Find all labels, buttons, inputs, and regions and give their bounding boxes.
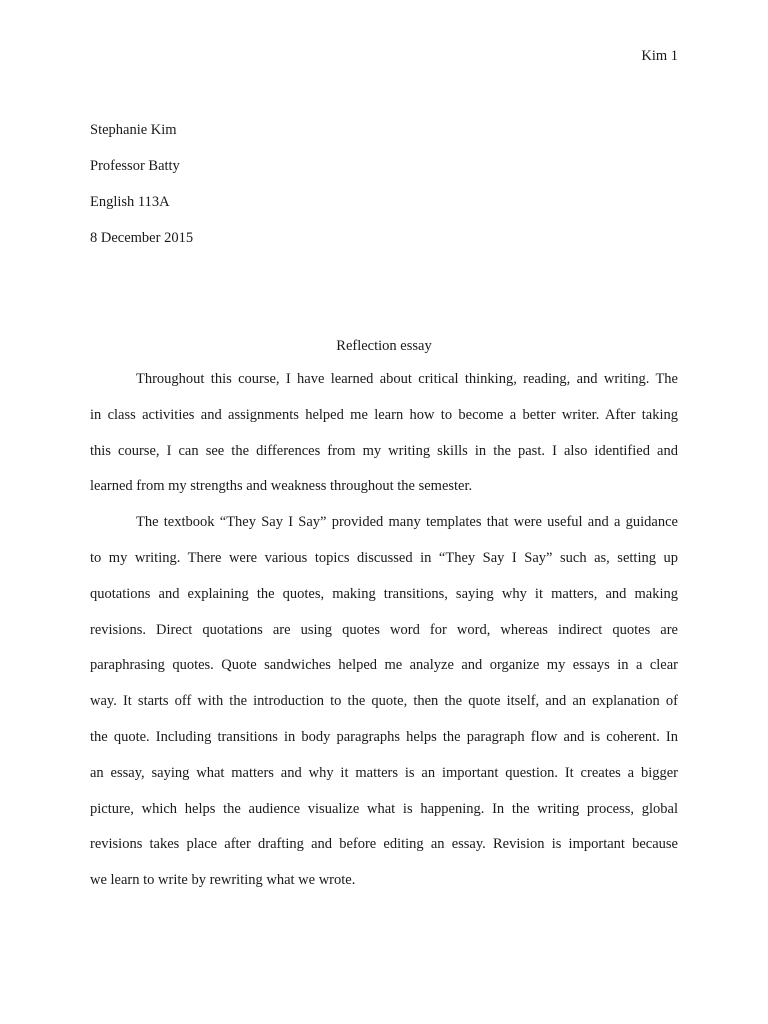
body-line: paraphrasing quotes. Quote sandwiches helped me analyze and organize my essays in a clear: [90, 657, 678, 674]
body-line: way. It starts off with the introduction to the quote, then the quote itself, and an explanation of: [90, 693, 678, 710]
body-line: revisions takes place after drafting and before editing an essay. Revision is important because: [90, 836, 678, 853]
student-name: Stephanie Kim: [90, 122, 177, 138]
body-line: picture, which helps the audience visualize what is happening. In the writing process, global: [90, 800, 678, 817]
body-line: The textbook “They Say I Say” provided many templates that were useful and a guidance: [136, 514, 678, 531]
course-name: English 113A: [90, 194, 170, 210]
mla-heading: [90, 120, 680, 264]
body-line: Throughout this course, I have learned about critical thinking, reading, and writing. The: [136, 371, 678, 387]
body-line: to my writing. There were various topics discussed in “They Say I Say” such as, setting up: [90, 549, 678, 566]
page-number-header: Kim 1: [641, 48, 678, 64]
professor-name: Professor Batty: [90, 158, 180, 174]
body-line: learned from my strengths and weakness throughout the semester.: [90, 478, 473, 495]
body-line: revisions. Direct quotations are using quotes word for word, whereas indirect quotes are: [90, 621, 678, 638]
essay-date: 8 December 2015: [90, 230, 194, 246]
body-line: the quote. Including transitions in body paragraphs helps the paragraph flow and is coherent. In: [90, 728, 678, 745]
body-line: quotations and explaining the quotes, making transitions, saying why it matters, and making: [90, 585, 678, 602]
body-line: an essay, saying what matters and why it matters is an important question. It creates a bigger: [90, 764, 678, 781]
body-line: in class activities and assignments helped me learn how to become a better writer. After taking: [90, 406, 678, 423]
body-line: we learn to write by rewriting what we wrote.: [90, 872, 356, 889]
essay-body: [90, 369, 678, 906]
body-line: this course, I can see the differences from my writing skills in the past. I also identified and: [90, 442, 678, 459]
essay-title: Reflection essay: [336, 338, 432, 354]
